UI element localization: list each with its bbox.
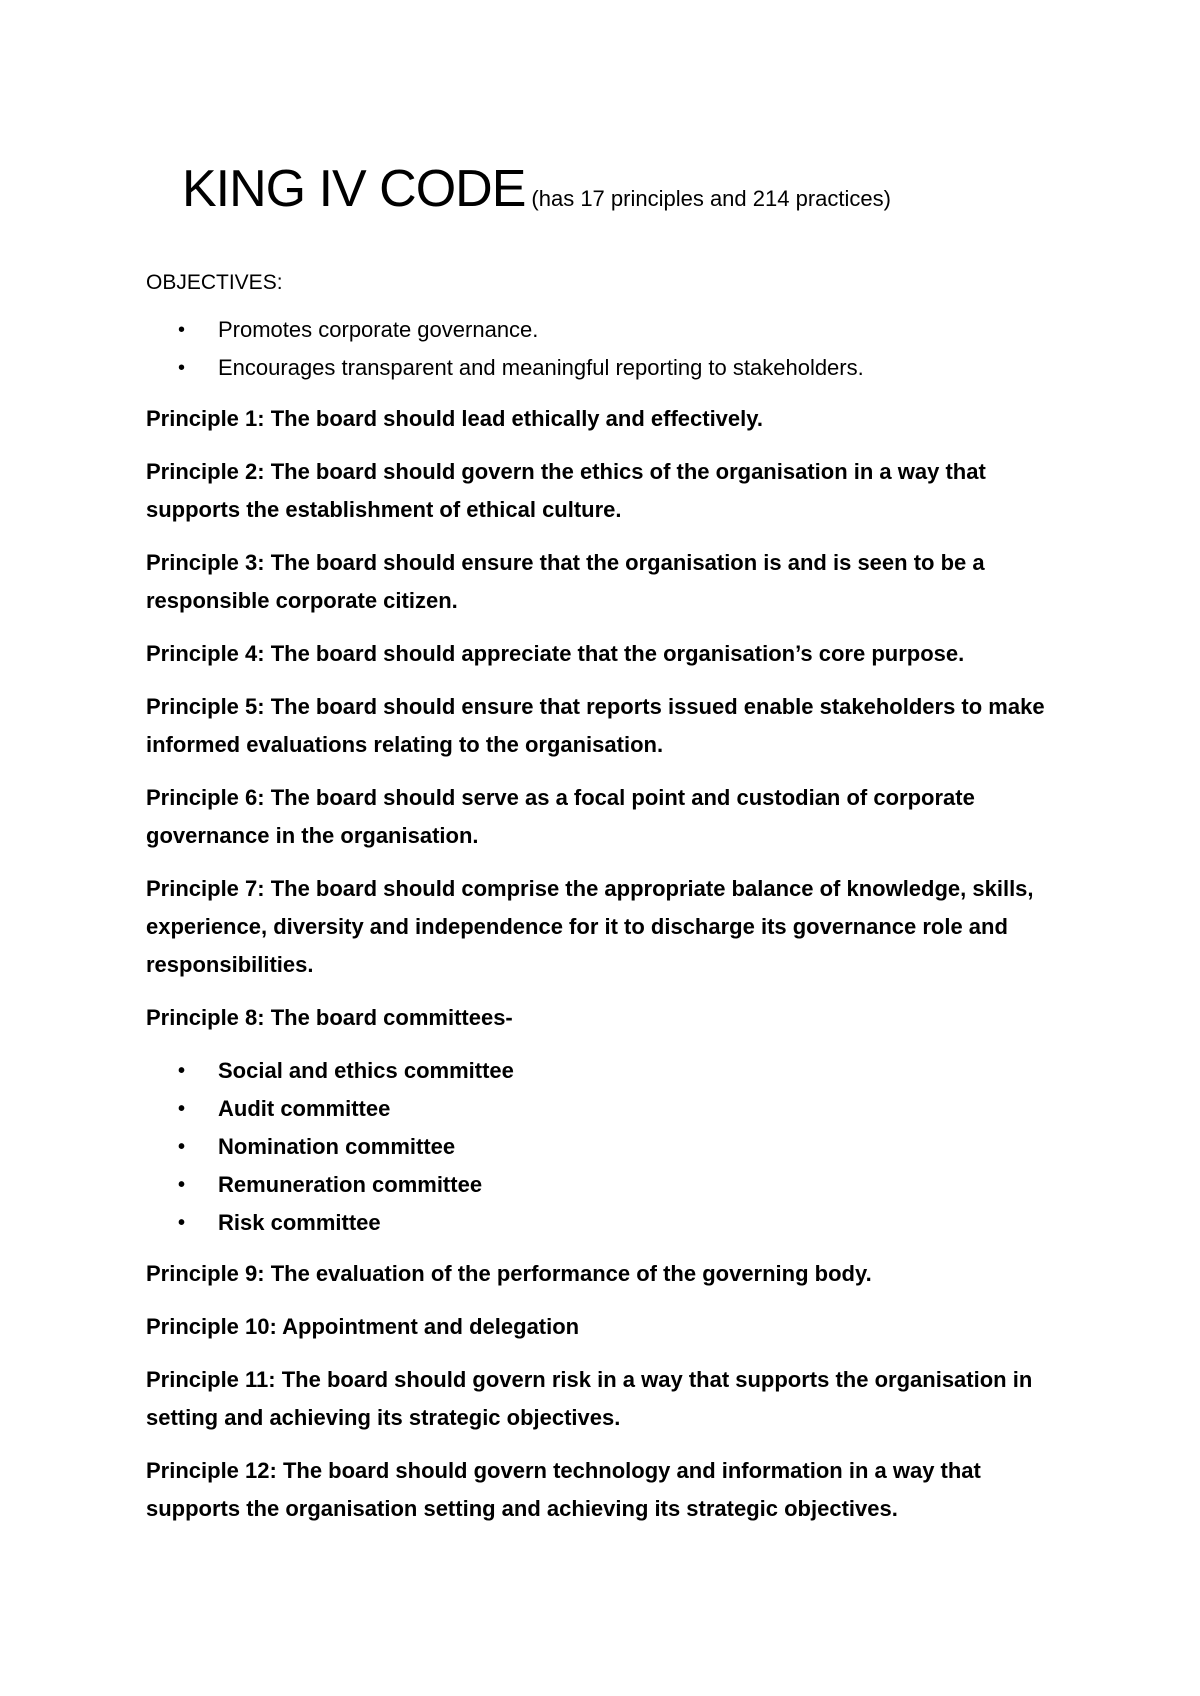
document-title: [182, 160, 891, 218]
objective-item: [178, 349, 1076, 387]
objective-text: Promotes corporate governance.: [218, 317, 539, 342]
objectives-list: [146, 311, 1076, 387]
committee-item: [178, 1166, 1076, 1204]
principle-10: Principle 10: Appointment and delegation: [146, 1314, 580, 1339]
committee-text: Social and ethics committee: [218, 1058, 514, 1083]
committee-item: [178, 1204, 1076, 1242]
objective-item: [178, 311, 1076, 349]
committee-text: Nomination committee: [218, 1134, 456, 1159]
principle-4: Principle 4: The board should appreciate that the organisation’s core purpose.: [146, 641, 965, 666]
document-body: [146, 264, 1076, 1543]
committee-text: Audit committee: [218, 1096, 391, 1121]
title-subtitle: (has 17 principles and 214 practices): [531, 186, 891, 211]
bullet-icon: •: [178, 1098, 186, 1120]
title-main: KING IV CODE: [182, 160, 526, 218]
principle-1: Principle 1: The board should lead ethically and effectively.: [146, 406, 763, 431]
principle-2: Principle 2: The board should govern the ethics of the organisation in a way that supports the establishment of ethical culture.: [146, 459, 986, 522]
principle-9: Principle 9: The evaluation of the performance of the governing body.: [146, 1261, 872, 1286]
principle-7: Principle 7: The board should comprise the appropriate balance of knowledge, skills, experience, diversity and independence for it to discharge its governance role and responsibilities.: [146, 876, 1034, 977]
principle-3: Principle 3: The board should ensure that the organisation is and is seen to be a responsible corporate citizen.: [146, 550, 985, 613]
bullet-icon: •: [178, 357, 186, 379]
bullet-icon: •: [178, 1060, 186, 1082]
bullet-icon: •: [178, 1174, 186, 1196]
principle-11: Principle 11: The board should govern risk in a way that supports the organisation in setting and achieving its strategic objectives.: [146, 1367, 1033, 1430]
committee-item: [178, 1128, 1076, 1166]
committee-item: [178, 1090, 1076, 1128]
principle-5: Principle 5: The board should ensure that reports issued enable stakeholders to make informed evaluations relating to the organisation.: [146, 694, 1045, 757]
principle-8: Principle 8: The board committees-: [146, 1005, 513, 1030]
committee-text: Risk committee: [218, 1210, 381, 1235]
principle-12: Principle 12: The board should govern technology and information in a way that supports the organisation setting and achieving its strategic objectives.: [146, 1458, 981, 1521]
committees-list: [146, 1052, 1076, 1242]
principle-6: Principle 6: The board should serve as a focal point and custodian of corporate governance in the organisation.: [146, 785, 975, 848]
bullet-icon: •: [178, 1212, 186, 1234]
bullet-icon: •: [178, 319, 186, 341]
bullet-icon: •: [178, 1136, 186, 1158]
committee-item: [178, 1052, 1076, 1090]
objectives-heading: OBJECTIVES:: [146, 271, 283, 294]
objective-text: Encourages transparent and meaningful reporting to stakeholders.: [218, 355, 864, 380]
committee-text: Remuneration committee: [218, 1172, 483, 1197]
